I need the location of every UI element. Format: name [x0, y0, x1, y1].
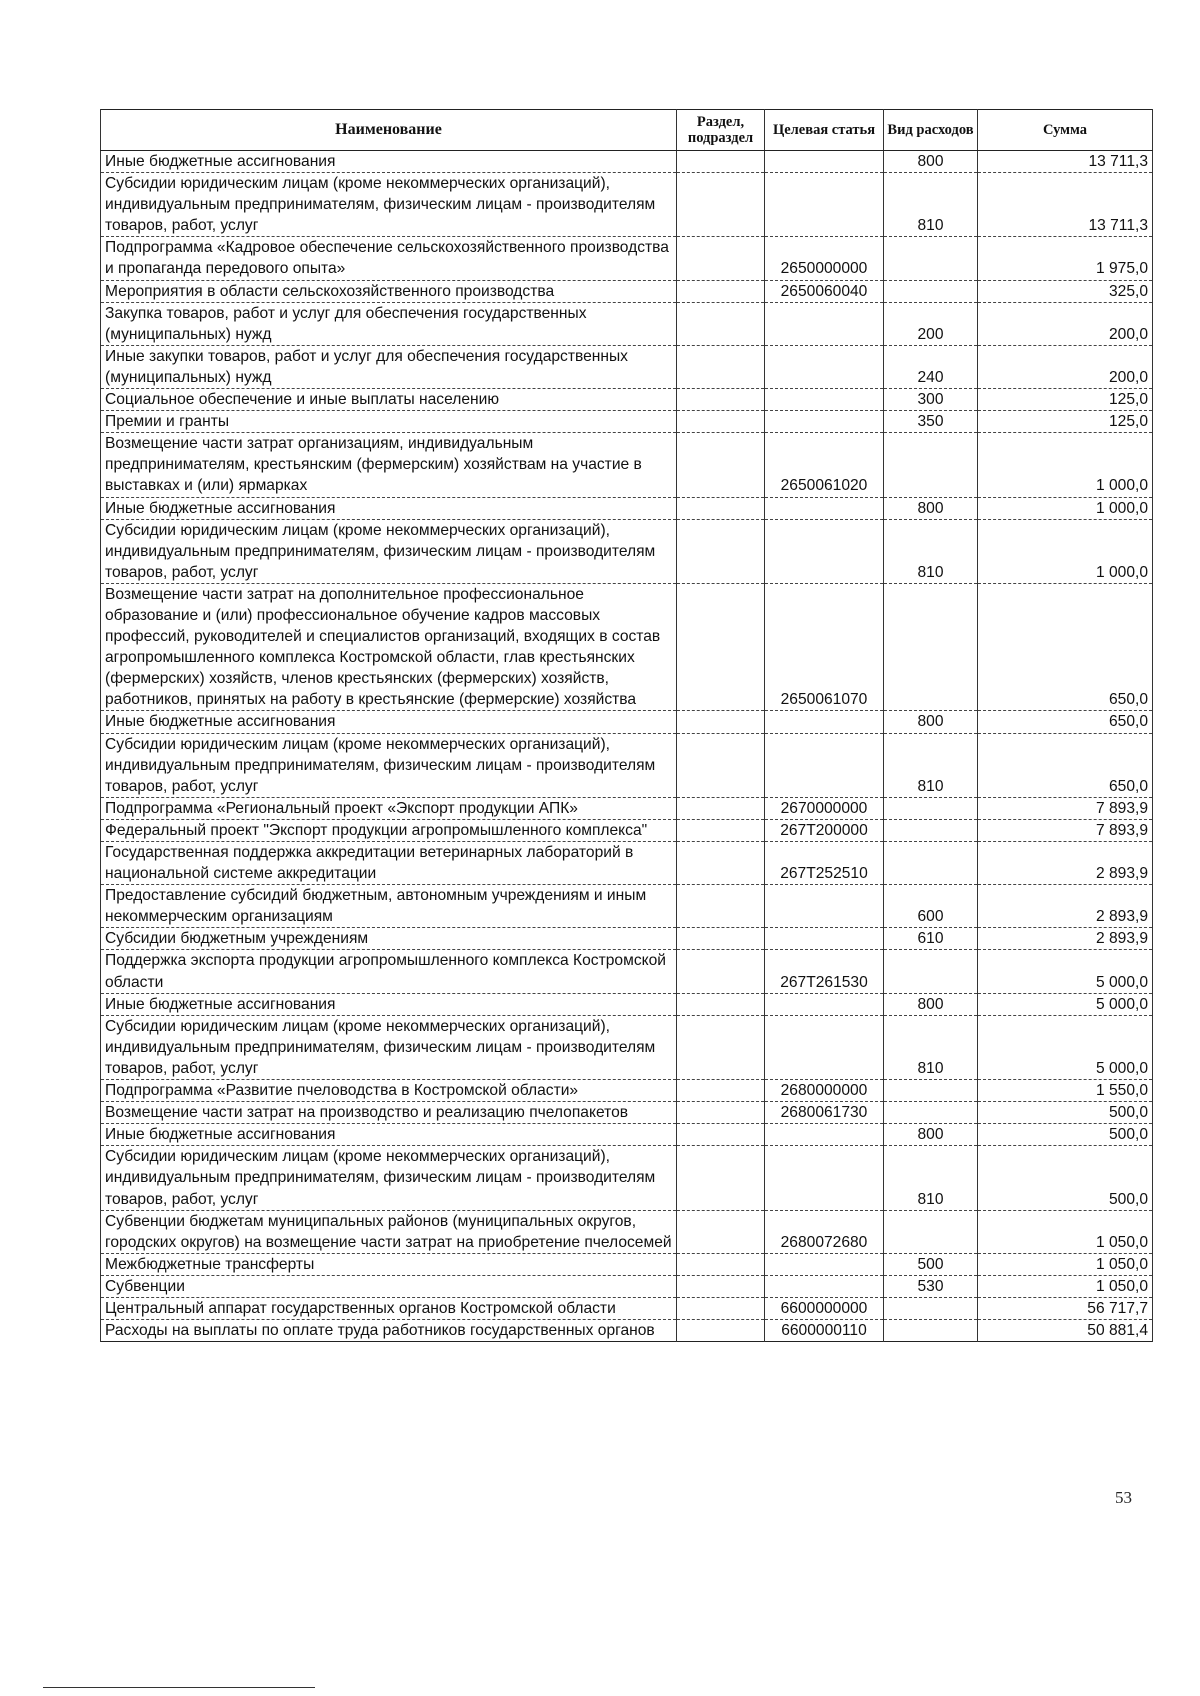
row-amount: 5 000,0: [978, 1015, 1153, 1079]
row-type: 500: [884, 1253, 978, 1275]
row-section: [677, 950, 765, 993]
row-section: [677, 433, 765, 497]
table-row: [101, 497, 1153, 519]
row-section: [677, 302, 765, 345]
row-section: [677, 797, 765, 819]
row-name: Федеральный проект "Экспорт продукции агропромышленного комплекса": [101, 819, 677, 841]
row-section: [677, 1015, 765, 1079]
table-row: [101, 819, 1153, 841]
row-section: [677, 389, 765, 411]
row-name: Субвенции: [101, 1275, 677, 1297]
row-type: 200: [884, 302, 978, 345]
table-row: [101, 797, 1153, 819]
row-name: Закупка товаров, работ и услуг для обеспечения государственных (муниципальных) нужд: [101, 302, 677, 345]
row-name: Субсидии юридическим лицам (кроме некоммерческих организаций), индивидуальным предпринимателям, физическим лицам - производителям товаров, работ, услуг: [101, 1015, 677, 1079]
row-type: 300: [884, 389, 978, 411]
row-section: [677, 1146, 765, 1210]
header-section: Раздел, подраздел: [677, 110, 765, 151]
row-section: [677, 733, 765, 797]
table-row: [101, 842, 1153, 885]
row-type: [884, 819, 978, 841]
row-target: [765, 389, 884, 411]
row-target: [765, 519, 884, 583]
row-target: [765, 1253, 884, 1275]
header-type: Вид расходов: [884, 110, 978, 151]
row-amount: 650,0: [978, 711, 1153, 733]
table-row: [101, 280, 1153, 302]
row-type: [884, 1297, 978, 1319]
row-type: 810: [884, 1015, 978, 1079]
row-target: 267T200000: [765, 819, 884, 841]
row-name: Межбюджетные трансферты: [101, 1253, 677, 1275]
row-type: 610: [884, 928, 978, 950]
budget-table-sheet: [100, 109, 1152, 1342]
row-section: [677, 928, 765, 950]
table-row: [101, 1275, 1153, 1297]
row-target: [765, 302, 884, 345]
row-name: Субсидии юридическим лицам (кроме некоммерческих организаций), индивидуальным предпринимателям, физическим лицам - производителям товаров, работ, услуг: [101, 1146, 677, 1210]
table-row: [101, 173, 1153, 237]
row-type: 800: [884, 1124, 978, 1146]
row-amount: 5 000,0: [978, 950, 1153, 993]
row-target: [765, 1015, 884, 1079]
row-target: 6600000110: [765, 1320, 884, 1342]
table-row: [101, 1015, 1153, 1079]
row-type: [884, 433, 978, 497]
row-amount: 1 000,0: [978, 433, 1153, 497]
row-amount: 7 893,9: [978, 797, 1153, 819]
row-target: 267T261530: [765, 950, 884, 993]
row-target: [765, 1124, 884, 1146]
row-type: [884, 237, 978, 280]
row-section: [677, 842, 765, 885]
table-header: [101, 110, 1153, 151]
row-amount: 1 050,0: [978, 1253, 1153, 1275]
row-name: Иные бюджетные ассигнования: [101, 711, 677, 733]
row-target: 2680061730: [765, 1102, 884, 1124]
footnote-rule: [43, 1687, 315, 1688]
row-target: [765, 173, 884, 237]
row-section: [677, 885, 765, 928]
row-target: [765, 928, 884, 950]
row-type: [884, 797, 978, 819]
row-type: [884, 1102, 978, 1124]
row-name: Иные бюджетные ассигнования: [101, 993, 677, 1015]
row-amount: 56 717,7: [978, 1297, 1153, 1319]
row-type: 810: [884, 519, 978, 583]
row-amount: 500,0: [978, 1124, 1153, 1146]
row-name: Подпрограмма «Развитие пчеловодства в Костромской области»: [101, 1080, 677, 1102]
table-row: [101, 1210, 1153, 1253]
table-row: [101, 1146, 1153, 1210]
row-amount: 2 893,9: [978, 928, 1153, 950]
row-name: Государственная поддержка аккредитации ветеринарных лабораторий в национальной системе аккредитации: [101, 842, 677, 885]
table-row: [101, 389, 1153, 411]
row-target: 2650061020: [765, 433, 884, 497]
row-name: Предоставление субсидий бюджетным, автономным учреждениям и иным некоммерческим организациям: [101, 885, 677, 928]
row-amount: 1 050,0: [978, 1210, 1153, 1253]
row-section: [677, 1297, 765, 1319]
row-name: Иные закупки товаров, работ и услуг для обеспечения государственных (муниципальных) нужд: [101, 345, 677, 388]
row-amount: 325,0: [978, 280, 1153, 302]
row-section: [677, 1080, 765, 1102]
row-type: 800: [884, 711, 978, 733]
budget-table: [100, 109, 1153, 1342]
table-row: [101, 733, 1153, 797]
row-target: [765, 345, 884, 388]
row-type: 810: [884, 733, 978, 797]
row-amount: 1 550,0: [978, 1080, 1153, 1102]
row-type: 800: [884, 497, 978, 519]
table-body: [101, 151, 1153, 1342]
header-name: Наименование: [101, 110, 677, 151]
table-row: [101, 519, 1153, 583]
row-name: Субсидии юридическим лицам (кроме некоммерческих организаций), индивидуальным предпринимателям, физическим лицам - производителям товаров, работ, услуг: [101, 733, 677, 797]
row-amount: 200,0: [978, 345, 1153, 388]
row-amount: 1 975,0: [978, 237, 1153, 280]
row-type: [884, 950, 978, 993]
row-amount: 2 893,9: [978, 885, 1153, 928]
row-target: 2650000000: [765, 237, 884, 280]
row-amount: 650,0: [978, 733, 1153, 797]
row-section: [677, 1275, 765, 1297]
row-target: [765, 1275, 884, 1297]
row-amount: 1 000,0: [978, 497, 1153, 519]
table-row: [101, 302, 1153, 345]
row-target: 6600000000: [765, 1297, 884, 1319]
row-name: Иные бюджетные ассигнования: [101, 1124, 677, 1146]
row-target: [765, 885, 884, 928]
row-name: Подпрограмма «Региональный проект «Экспорт продукции АПК»: [101, 797, 677, 819]
row-name: Возмещение части затрат организациям, индивидуальным предпринимателям, крестьянским (фермерским) хозяйствам на участие в выставках и (или) ярмарках: [101, 433, 677, 497]
row-amount: 500,0: [978, 1102, 1153, 1124]
row-amount: 125,0: [978, 389, 1153, 411]
row-name: Подпрограмма «Кадровое обеспечение сельскохозяйственного производства и пропаганда передового опыта»: [101, 237, 677, 280]
row-section: [677, 345, 765, 388]
row-type: [884, 280, 978, 302]
table-row: [101, 345, 1153, 388]
table-row: [101, 711, 1153, 733]
row-section: [677, 1102, 765, 1124]
table-row: [101, 993, 1153, 1015]
row-name: Иные бюджетные ассигнования: [101, 497, 677, 519]
table-row: [101, 583, 1153, 711]
row-name: Центральный аппарат государственных органов Костромской области: [101, 1297, 677, 1319]
row-target: 267T252510: [765, 842, 884, 885]
row-type: 800: [884, 151, 978, 173]
table-row: [101, 237, 1153, 280]
row-type: 530: [884, 1275, 978, 1297]
row-target: [765, 711, 884, 733]
row-section: [677, 1320, 765, 1342]
row-target: 2680072680: [765, 1210, 884, 1253]
row-type: [884, 583, 978, 711]
table-row: [101, 1320, 1153, 1342]
row-amount: 2 893,9: [978, 842, 1153, 885]
row-target: 2670000000: [765, 797, 884, 819]
row-name: Социальное обеспечение и иные выплаты населению: [101, 389, 677, 411]
row-target: 2650060040: [765, 280, 884, 302]
page-number: 53: [1115, 1488, 1132, 1507]
row-target: [765, 1146, 884, 1210]
row-section: [677, 711, 765, 733]
row-name: Субвенции бюджетам муниципальных районов (муниципальных округов, городских округов) на возмещение части затрат на приобретение пчелосемей: [101, 1210, 677, 1253]
row-section: [677, 497, 765, 519]
row-name: Расходы на выплаты по оплате труда работников государственных органов: [101, 1320, 677, 1342]
row-section: [677, 1124, 765, 1146]
row-type: 800: [884, 993, 978, 1015]
header-target: Целевая статья: [765, 110, 884, 151]
table-row: [101, 1080, 1153, 1102]
row-name: Возмещение части затрат на дополнительное профессиональное образование и (или) профессиональное обучение кадров массовых профессий, руководителей и специалистов организаций, входящих в состав агропромышленного комплекса Костромской области, глав крестьянских (фермерских) хозяйств, членов крестьянских (фермерских) хозяйств, работников, принятых на работу в крестьянские (фермерские) хозяйства: [101, 583, 677, 711]
header-amount: Сумма: [978, 110, 1153, 151]
table-row: [101, 151, 1153, 173]
row-type: [884, 842, 978, 885]
row-name: Иные бюджетные ассигнования: [101, 151, 677, 173]
table-row: [101, 433, 1153, 497]
row-section: [677, 819, 765, 841]
row-name: Премии и гранты: [101, 411, 677, 433]
row-amount: 13 711,3: [978, 173, 1153, 237]
row-section: [677, 173, 765, 237]
row-section: [677, 411, 765, 433]
row-target: [765, 411, 884, 433]
table-row: [101, 885, 1153, 928]
row-type: [884, 1080, 978, 1102]
row-section: [677, 583, 765, 711]
row-section: [677, 1210, 765, 1253]
row-type: 240: [884, 345, 978, 388]
row-target: [765, 993, 884, 1015]
row-section: [677, 1253, 765, 1275]
row-amount: 50 881,4: [978, 1320, 1153, 1342]
table-row: [101, 1102, 1153, 1124]
row-name: Мероприятия в области сельскохозяйственного производства: [101, 280, 677, 302]
row-target: 2680000000: [765, 1080, 884, 1102]
row-name: Субсидии юридическим лицам (кроме некоммерческих организаций), индивидуальным предпринимателям, физическим лицам - производителям товаров, работ, услуг: [101, 173, 677, 237]
table-row: [101, 1124, 1153, 1146]
table-row: [101, 1253, 1153, 1275]
table-row: [101, 411, 1153, 433]
row-type: 350: [884, 411, 978, 433]
row-amount: 200,0: [978, 302, 1153, 345]
row-type: 810: [884, 173, 978, 237]
row-section: [677, 237, 765, 280]
row-target: 2650061070: [765, 583, 884, 711]
row-section: [677, 151, 765, 173]
row-type: 600: [884, 885, 978, 928]
row-section: [677, 519, 765, 583]
row-amount: 1 000,0: [978, 519, 1153, 583]
table-row: [101, 928, 1153, 950]
row-section: [677, 280, 765, 302]
row-type: [884, 1210, 978, 1253]
row-name: Субсидии юридическим лицам (кроме некоммерческих организаций), индивидуальным предпринимателям, физическим лицам - производителям товаров, работ, услуг: [101, 519, 677, 583]
row-target: [765, 733, 884, 797]
row-amount: 500,0: [978, 1146, 1153, 1210]
table-row: [101, 1297, 1153, 1319]
row-amount: 650,0: [978, 583, 1153, 711]
table-row: [101, 950, 1153, 993]
row-name: Субсидии бюджетным учреждениям: [101, 928, 677, 950]
row-target: [765, 151, 884, 173]
row-name: Поддержка экспорта продукции агропромышленного комплекса Костромской области: [101, 950, 677, 993]
row-amount: 13 711,3: [978, 151, 1153, 173]
row-type: 810: [884, 1146, 978, 1210]
row-amount: 125,0: [978, 411, 1153, 433]
row-target: [765, 497, 884, 519]
row-section: [677, 993, 765, 1015]
row-amount: 7 893,9: [978, 819, 1153, 841]
row-amount: 5 000,0: [978, 993, 1153, 1015]
row-amount: 1 050,0: [978, 1275, 1153, 1297]
row-name: Возмещение части затрат на производство и реализацию пчелопакетов: [101, 1102, 677, 1124]
row-type: [884, 1320, 978, 1342]
header-row: [101, 110, 1153, 151]
